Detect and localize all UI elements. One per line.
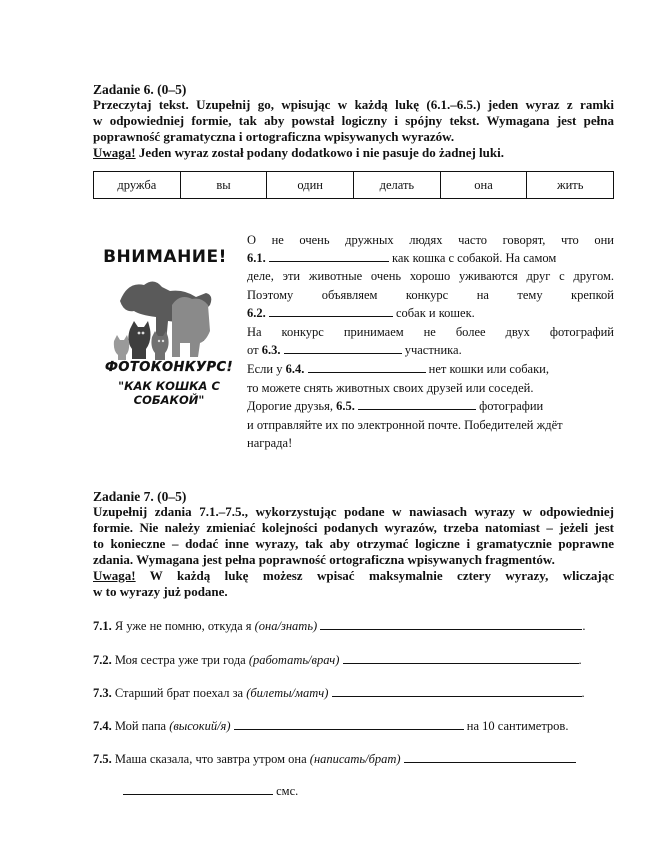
text-line-gap-6-3 [247,341,614,359]
text-fragment: участника. [401,343,462,357]
word-box-item: она [440,172,527,198]
word-box-item: делать [353,172,440,198]
item-hint: (билеты/матч) [246,686,329,700]
answer-gap-6-5[interactable] [358,397,476,410]
text-line-gap-6-4 [247,360,614,378]
text-line: О не очень дружных людях часто говорят, что они [247,233,614,247]
sentence-7-5 [93,750,576,767]
task7-warning-text: W każdą lukę możesz wpisać maksymalnie cztery wyrazy, wliczając [135,568,614,583]
task7-heading: Zadanie 7. (0–5) [93,489,187,504]
word-box [93,171,614,199]
text-line-gap-6-5 [247,397,614,415]
item-text: Старший брат поехал за [111,686,247,700]
gap-number: 6.4. [285,362,305,376]
item-number: 7.2. [93,653,112,667]
poster-subtitle: "КАК КОШКА С СОБАКОЙ" [118,379,220,407]
text-line: и отправляйте их по электронной почте. Победителей ждёт [247,418,563,432]
answer-gap-6-3[interactable] [284,341,402,354]
task6-warning-text: Jeden wyraz został podany dodatkowo i nie pasuje do żadnej luki. [135,145,504,160]
answer-gap-7-2[interactable] [343,651,579,664]
word-box-item: один [266,172,353,198]
text-line-gap-6-2 [247,304,614,322]
text-fragment: как кошка с собакой. На самом [388,251,557,265]
text-line: Поэтому объявляем конкурс на тему крепкой [247,288,614,302]
item-text: Мой папа [111,719,170,733]
task6-instruction-line2: w odpowiedniej formie, tak aby powstał logiczny i spójny tekst. Wymagana jest pełna [93,113,614,128]
item-number: 7.3. [93,686,112,700]
task6-heading: Zadanie 6. (0–5) [93,82,187,97]
item-end: . [578,653,582,667]
item-end: . [581,686,585,700]
text-fragment: собак и кошек. [392,306,475,320]
item-number: 7.4. [93,719,112,733]
task7-warning [93,568,614,584]
answer-gap-7-1[interactable] [320,617,582,630]
item-hint: (написать/брат) [309,752,401,766]
answer-gap-6-1[interactable] [269,249,389,262]
sentence-7-5-continuation [123,782,298,799]
text-fragment: Дорогие друзья, [247,399,337,413]
task7-uwaga: Uwaga! [93,568,136,583]
gap-number: 6.1. [247,251,266,265]
item-end: . [582,619,586,633]
text-fragment: нет кошки или собаки, [425,362,549,376]
item-text: Я уже не помню, откуда я [111,619,255,633]
item-text: Маша сказала, что завтра утром она [111,752,310,766]
sentence-7-2 [93,651,582,668]
contest-poster [96,243,242,407]
text-line: На конкурс принимаем не более двух фотографий [247,325,614,339]
task7-instruction-line2: formie. Nie należy zmieniać kolejności podanych wyrazów, trzeba natomiast – jeżeli jest [93,520,614,535]
item-hint: (высокий/я) [169,719,231,733]
answer-gap-6-2[interactable] [269,304,393,317]
item-text: Моя сестра уже три года [111,653,249,667]
task6-uwaga: Uwaga! [93,145,136,160]
answer-gap-7-5[interactable] [404,750,576,763]
sentence-7-4 [93,717,568,734]
poster-contest-label: ФОТОКОНКУРС! [104,360,234,375]
item-end: смс. [273,784,299,798]
task6-instruction-line1: Przeczytaj tekst. Uzupełnij go, wpisując w każdą lukę (6.1.–6.5.) jeden wyraz z ramki [93,97,614,112]
answer-gap-7-3[interactable] [332,684,582,697]
item-number: 7.1. [93,619,112,633]
sentence-7-1 [93,617,585,634]
gap-number: 6.5. [336,399,355,413]
item-end: на 10 сантиметров. [463,719,569,733]
text-fragment: от [247,343,262,357]
item-hint: (работать/врач) [248,653,340,667]
word-box-item: дружба [117,177,157,192]
text-line: то можете снять животных своих друзей или соседей. [247,381,534,395]
gap-number: 6.2. [247,306,266,320]
word-box-item: жить [526,172,613,198]
text-fragment: фотографии [475,399,544,413]
task7-instruction-line1: Uzupełnij zdania 7.1.–7.5., wykorzystując podane w nawiasach wyrazy w odpowiedniej [93,504,614,519]
dogs-and-cats-illustration [110,271,226,361]
text-line-gap-6-1 [247,249,614,267]
sentence-7-3 [93,684,585,701]
item-hint: (она/знать) [254,619,318,633]
answer-gap-7-4[interactable] [234,717,464,730]
task7-instruction-line3: to konieczne – dodać inne wyrazy, tak aby otrzymać logiczne i gramatycznie poprawne [93,536,614,551]
gap-number: 6.3. [261,343,281,357]
item-number: 7.5. [93,752,112,766]
task7-instruction-line4: zdania. Wymagana jest pełna poprawność ortograficzna wpisywanych fragmentów. [93,552,555,567]
answer-gap-6-4[interactable] [308,360,426,373]
poster-title: ВНИМАНИЕ! [103,247,227,267]
answer-gap-7-5-continued[interactable] [123,782,273,795]
task7-instruction-line6: w to wyrazy już podane. [93,584,228,599]
word-box-item: вы [180,172,267,198]
task6-instruction-line3: poprawność gramatyczna i ortograficzna wpisywanych wyrazów. [93,129,455,144]
task6-warning [93,145,504,161]
text-line: деле, эти животные очень хорошо уживаются друг с другом. [247,269,614,283]
text-line: награда! [247,436,293,450]
text-fragment: Если у [247,362,286,376]
